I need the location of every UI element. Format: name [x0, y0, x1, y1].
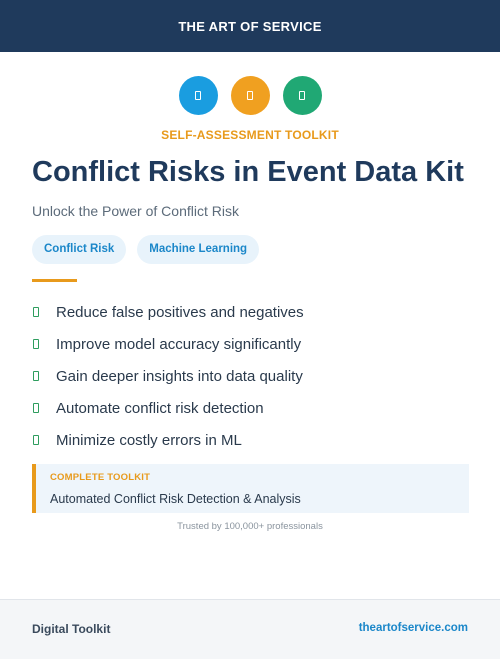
document-icon [231, 76, 270, 115]
feature-text: Automate conflict risk detection [56, 399, 264, 417]
list-item [32, 360, 304, 392]
list-item [32, 424, 304, 456]
footer-label: Digital Toolkit [32, 622, 111, 636]
document-icon [283, 76, 322, 115]
list-item [32, 296, 304, 328]
brand-name: THE ART OF SERVICE [178, 18, 322, 34]
callout-description: Automated Conflict Risk Detection & Analysis [50, 492, 301, 506]
top-banner [0, 0, 500, 52]
page-title: Conflict Risks in Event Data Kit [32, 156, 464, 188]
eyebrow-label: SELF-ASSESSMENT TOOLKIT [161, 128, 339, 142]
check-icon [33, 403, 39, 413]
check-icon [33, 307, 39, 317]
feature-text: Gain deeper insights into data quality [56, 367, 303, 385]
trust-note: Trusted by 100,000+ professionals [177, 521, 323, 532]
callout-label: COMPLETE TOOLKIT [50, 472, 151, 483]
icon-row [0, 76, 500, 115]
feature-text: Minimize costly errors in ML [56, 431, 242, 449]
feature-text: Reduce false positives and negatives [56, 303, 304, 321]
list-item [32, 392, 304, 424]
website-link[interactable]: theartofservice.com [358, 622, 468, 634]
accent-divider [32, 279, 77, 282]
document-icon [179, 76, 218, 115]
tag-list [32, 235, 259, 264]
check-icon [33, 371, 39, 381]
toolkit-callout [32, 464, 469, 513]
check-icon [33, 435, 39, 445]
page-subtitle: Unlock the Power of Conflict Risk [32, 203, 239, 219]
list-item [32, 328, 304, 360]
check-icon [33, 339, 39, 349]
feature-list [32, 296, 304, 456]
tag-machine-learning: Machine Learning [137, 235, 259, 264]
footer-bar [0, 599, 500, 659]
feature-text: Improve model accuracy significantly [56, 335, 302, 353]
tag-conflict-risk: Conflict Risk [32, 235, 126, 264]
